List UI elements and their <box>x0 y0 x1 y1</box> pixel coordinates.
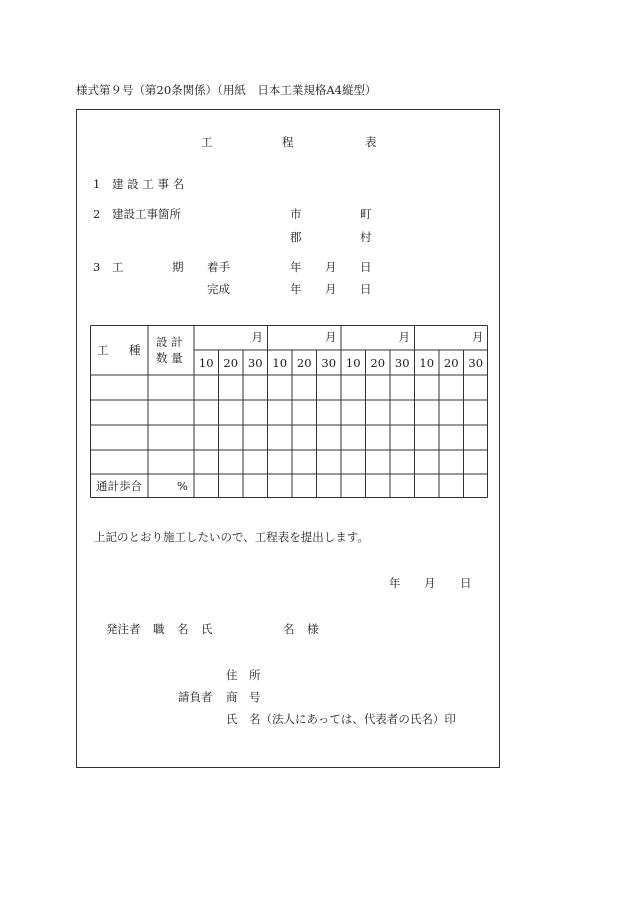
item3-finish-year: 年 <box>290 282 302 296</box>
orderer-sama: 様 <box>307 622 319 636</box>
item1-number: 1 <box>93 177 101 191</box>
col-design-a: 設 計 <box>156 335 183 349</box>
day-label: 10 <box>345 356 361 370</box>
month-labels <box>252 330 484 344</box>
day-label: 30 <box>468 356 484 370</box>
statement: 上記のとおり施工したいので、工程表を提出します。 <box>94 530 369 544</box>
date-year: 年 <box>389 576 401 590</box>
month-label: 月 <box>251 330 263 344</box>
orderer-mei: 名 <box>177 622 189 636</box>
item3-start: 着手 <box>207 260 230 274</box>
item3-number: 3 <box>93 260 101 274</box>
total-percent: % <box>177 479 188 493</box>
contractor-name-b: 名（法人にあっては、代表者の氏名）印 <box>249 712 456 726</box>
item3-start-month: 月 <box>325 260 337 274</box>
item1-label: 建 設 工 事 名 <box>112 177 185 191</box>
item2-cho: 町 <box>360 207 372 221</box>
month-label: 月 <box>325 330 337 344</box>
day-label: 10 <box>419 356 435 370</box>
item3-start-day: 日 <box>360 260 372 274</box>
day-label: 20 <box>370 356 386 370</box>
item3-label-b: 期 <box>172 260 184 274</box>
item3-finish-month: 月 <box>325 282 337 296</box>
day-label: 30 <box>321 356 337 370</box>
schedule-table <box>90 325 488 498</box>
day-label: 10 <box>198 356 214 370</box>
day-label: 30 <box>394 356 410 370</box>
title-char-3: 表 <box>365 135 377 149</box>
month-label: 月 <box>472 330 484 344</box>
col-kind-a: 工 <box>97 343 109 357</box>
day-label: 10 <box>272 356 288 370</box>
item3-finish: 完成 <box>207 282 230 296</box>
item2-gun: 郡 <box>290 230 302 244</box>
title-char-1: 工 <box>201 135 213 149</box>
date-month: 月 <box>424 576 436 590</box>
day-label: 30 <box>247 356 263 370</box>
col-kind-b: 種 <box>129 343 141 357</box>
item2-number: 2 <box>93 207 101 221</box>
item2-label: 建設工事箇所 <box>112 207 181 221</box>
title-char-2: 程 <box>282 135 294 149</box>
orderer-shi: 氏 <box>201 622 213 636</box>
date-day: 日 <box>460 576 472 590</box>
day-label: 20 <box>296 356 312 370</box>
table-header <box>96 335 188 493</box>
item2-shi: 市 <box>290 207 302 221</box>
orderer-position: 職 <box>153 622 165 636</box>
item3-start-year: 年 <box>290 260 302 274</box>
month-label: 月 <box>398 330 410 344</box>
total-label: 通計歩合 <box>96 479 142 493</box>
form-label: 様式第９号（第20条関係）（用紙 日本工業規格A4縦型） <box>76 83 377 97</box>
contractor-label: 請負者 <box>178 690 213 704</box>
table-grid <box>90 325 488 498</box>
contractor-trade-a: 商 <box>226 690 238 704</box>
day-label: 20 <box>223 356 239 370</box>
contractor-address-b: 所 <box>249 668 261 682</box>
orderer-label: 発注者 <box>106 622 141 636</box>
item3-finish-day: 日 <box>360 282 372 296</box>
contractor-trade-b: 号 <box>249 690 261 704</box>
contractor-name-a: 氏 <box>226 712 238 726</box>
contractor-address-a: 住 <box>226 668 238 682</box>
item2-son: 村 <box>360 230 372 244</box>
day-label: 20 <box>443 356 459 370</box>
orderer-mei2: 名 <box>283 622 295 636</box>
item3-label-a: 工 <box>112 260 124 274</box>
col-design-b: 数 量 <box>156 351 183 365</box>
